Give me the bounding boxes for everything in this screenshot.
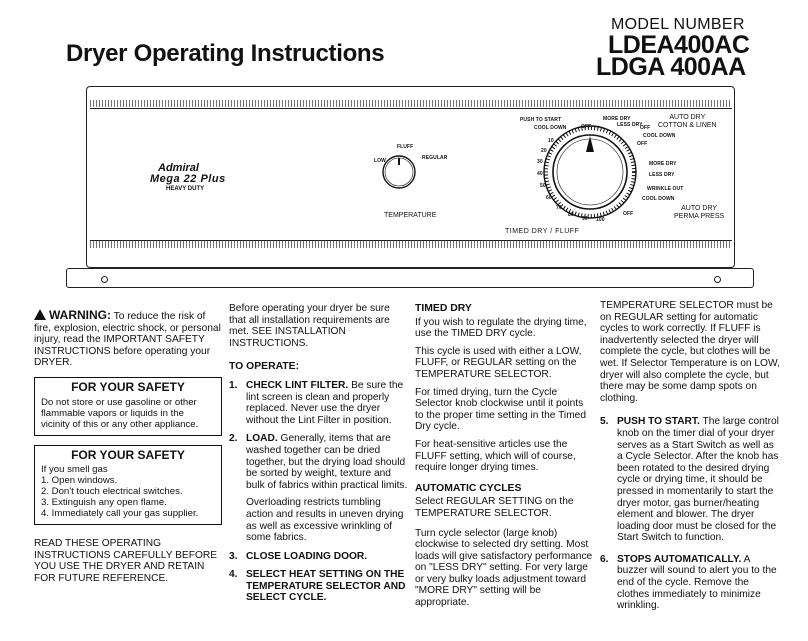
automatic-cycles-text: Turn cycle selector (large knob) clockwise to selected dry setting. Most loads will give satisfactory performance on "LESS DRY" setting. For very large or very bulky loads adjustment toward "MORE DRY" setting will be appropriate. — [415, 527, 593, 609]
panel-rule-top — [90, 108, 732, 109]
step-number: 3. — [229, 550, 238, 562]
safety-gas-item: 3. Extinguish any open flame. — [41, 497, 167, 509]
auto-dry-cotton-label: AUTO DRY COTTON & LINEN — [658, 114, 717, 129]
warning-icon — [34, 309, 46, 320]
dial-tick-40: 40 — [537, 171, 543, 177]
timed-dry-text: This cycle is used with either a LOW, FLUFF, or REGULAR setting on the TEMPERATURE SELECTOR. — [415, 345, 582, 380]
step-text: Be sure the lint screen is clean and properly replaced. Never use the dryer without the Lint Filter in position. — [246, 379, 404, 426]
step-heading: LOAD. — [246, 433, 278, 445]
safety-gas-item: 4. Immediately call your gas supplier. — [41, 508, 199, 520]
safety-gas-item: 1. Open windows. — [41, 475, 118, 487]
more-dry-label: MORE DRY — [649, 161, 677, 167]
column-3 — [415, 303, 593, 615]
timed-dry-text: If you wish to regulate the drying time, use the TIMED DRY cycle. — [415, 316, 587, 340]
off-label: OFF — [637, 141, 648, 147]
step-6 — [600, 554, 780, 612]
brand-name: Admiral — [158, 162, 199, 174]
step-text: The large control knob on the timer dial of your dryer serves as a Start Switch as well as a Cycle Selector. After the knob has been rotated to the desired drying cycle or drying time, it should be pressed in momentarily to start the dryer motor, gas burner/heating element and blower. The dryer loading door must be closed for the Start Switch to function. — [617, 416, 779, 544]
safety-box-storage — [34, 377, 222, 436]
cool-down-label: COOL DOWN — [643, 133, 676, 139]
model-number-2: LDGA 400AA — [596, 53, 746, 81]
dial-tick-20: 20 — [541, 148, 547, 154]
dial-tick-90: 90 — [582, 216, 588, 222]
step-1 — [229, 380, 408, 426]
column-2 — [229, 303, 408, 611]
safety-box-gas — [34, 445, 222, 526]
step-text: A buzzer will sound to alert you to the end of the cycle. Remove the clothes immediately to minimize wrinkling. — [617, 553, 777, 612]
safety-box-title: FOR YOUR SAFETY — [71, 379, 185, 394]
column-4 — [600, 300, 780, 619]
cycle-selector-dial[interactable] — [540, 122, 640, 222]
automatic-cycles-text: Select REGULAR SETTING on the TEMPERATURE SELECTOR. — [415, 496, 574, 519]
panel-trim-top — [90, 100, 732, 107]
safety-gas-intro: If you smell gas — [41, 464, 108, 476]
dial-tick-70: 70 — [556, 205, 562, 211]
read-instructions-note: READ THESE OPERATING INSTRUCTIONS CAREFULLY BEFORE YOU USE THE DRYER AND RETAIN FOR FUTURE REFERENCE. — [34, 538, 218, 584]
less-dry-label: LESS DRY — [649, 172, 675, 178]
screw-icon — [714, 276, 721, 283]
model-number-1: LDEA400AC — [608, 31, 750, 59]
step-number: 2. — [229, 433, 238, 445]
temp-fluff-label: FLUFF — [397, 144, 414, 150]
dial-tick-30: 30 — [537, 159, 543, 165]
intro-text: Before operating your dryer be sure that all installation requirements are met. SEE INSTALLATION INSTRUCTIONS. — [229, 303, 390, 349]
brand-heavy-duty: HEAVY DUTY — [166, 186, 205, 192]
off-label: OFF — [640, 125, 651, 131]
dial-tick-80: 80 — [568, 212, 574, 218]
cool-down-label: COOL DOWN — [642, 196, 675, 202]
model-number-label: MODEL NUMBER — [611, 16, 745, 33]
off-label: OFF — [581, 124, 592, 130]
temperature-selector-note: TEMPERATURE SELECTOR must be on REGULAR setting for automatic cycles to work correctly. If FLUFF is inadvertently selected the dryer will complete the cycle, but clothes will be wet. If Selector Temperature is on LOW, dryer will also complete the cycle, but there may be some damp spots on clothing. — [600, 300, 780, 404]
step-number: 5. — [600, 416, 609, 428]
off-label: OFF — [623, 211, 634, 217]
step-5 — [600, 416, 780, 544]
step-3 — [229, 551, 408, 563]
dial-tick-10: 10 — [548, 138, 554, 144]
warning-title: WARNING: — [49, 308, 111, 322]
to-operate-heading: TO OPERATE: — [229, 361, 300, 373]
step-2 — [229, 433, 408, 543]
warning-text: To reduce the risk of fire, explosion, electric shock, or personal injury, read the IMPORTANT SAFETY INSTRUCTIONS before operating your DRYER. — [34, 311, 221, 369]
auto-dry-perma-label: AUTO DRY PERMA PRESS — [674, 205, 725, 220]
less-dry-label: LESS DRY — [617, 122, 643, 128]
panel-rule-bottom — [90, 240, 732, 241]
wrinkle-out-label: WRINKLE OUT — [647, 186, 684, 192]
dial-tick-50: 50 — [540, 183, 546, 189]
step-number: 6. — [600, 553, 609, 565]
dial-tick-100: 100 — [596, 217, 605, 223]
column-1 — [34, 308, 222, 591]
safety-gas-item: 2. Don't touch electrical switches. — [41, 486, 183, 498]
safety-box-title: FOR YOUR SAFETY — [71, 447, 185, 462]
step-heading: STOPS AUTOMATICALLY. — [617, 553, 742, 565]
panel-trim-bottom — [90, 241, 732, 248]
page-title: Dryer Operating Instructions — [66, 40, 385, 67]
temp-regular-label: REGULAR — [422, 155, 448, 161]
dryer-top-base — [66, 268, 754, 288]
step-heading: CLOSE LOADING DOOR. — [246, 550, 368, 562]
timed-dry-fluff-label: TIMED DRY / FLUFF — [505, 228, 580, 235]
dial-tick-60: 60 — [546, 195, 552, 201]
brand-model: Mega 22 Plus — [150, 173, 226, 185]
step-4 — [229, 569, 408, 604]
push-to-start-label: PUSH TO START — [520, 117, 562, 123]
step-heading: SELECT HEAT SETTING ON THE TEMPERATURE SELECTOR AND SELECT CYCLE. — [246, 569, 406, 604]
automatic-cycles-heading: AUTOMATIC CYCLES — [415, 482, 522, 494]
temp-low-label: LOW — [374, 158, 386, 164]
timed-dry-text: For heat-sensitive articles use the FLUFF setting, which will of course, require longer drying times. — [415, 438, 576, 474]
step-heading: PUSH TO START. — [617, 416, 700, 428]
step-text: Generally, items that are washed together can be dried together, but the drying load should be sorted by weight, texture and bulk of fabrics within practical limits. — [246, 433, 408, 491]
step-number: 1. — [229, 379, 238, 391]
step-heading: CHECK LINT FILTER. — [246, 379, 349, 391]
cool-down-label: COOL DOWN — [534, 125, 567, 131]
temperature-label: TEMPERATURE — [384, 212, 437, 219]
timed-dry-text: For timed drying, turn the Cycle Selector knob clockwise until it points to the proper time setting in the Timed Dry cycle. — [415, 386, 587, 433]
step-extra-text: Overloading restricts tumbling action and results in uneven drying as well as excessive wrinkling of some fabrics. — [246, 497, 404, 544]
screw-icon — [101, 276, 108, 283]
more-dry-label: MORE DRY — [603, 116, 631, 122]
step-number: 4. — [229, 569, 238, 581]
timed-dry-heading: TIMED DRY — [415, 303, 472, 314]
safety-box-text: Do not store or use gasoline or other flammable vapors or liquids in the vicinity of this or any other appliance. — [41, 396, 199, 430]
